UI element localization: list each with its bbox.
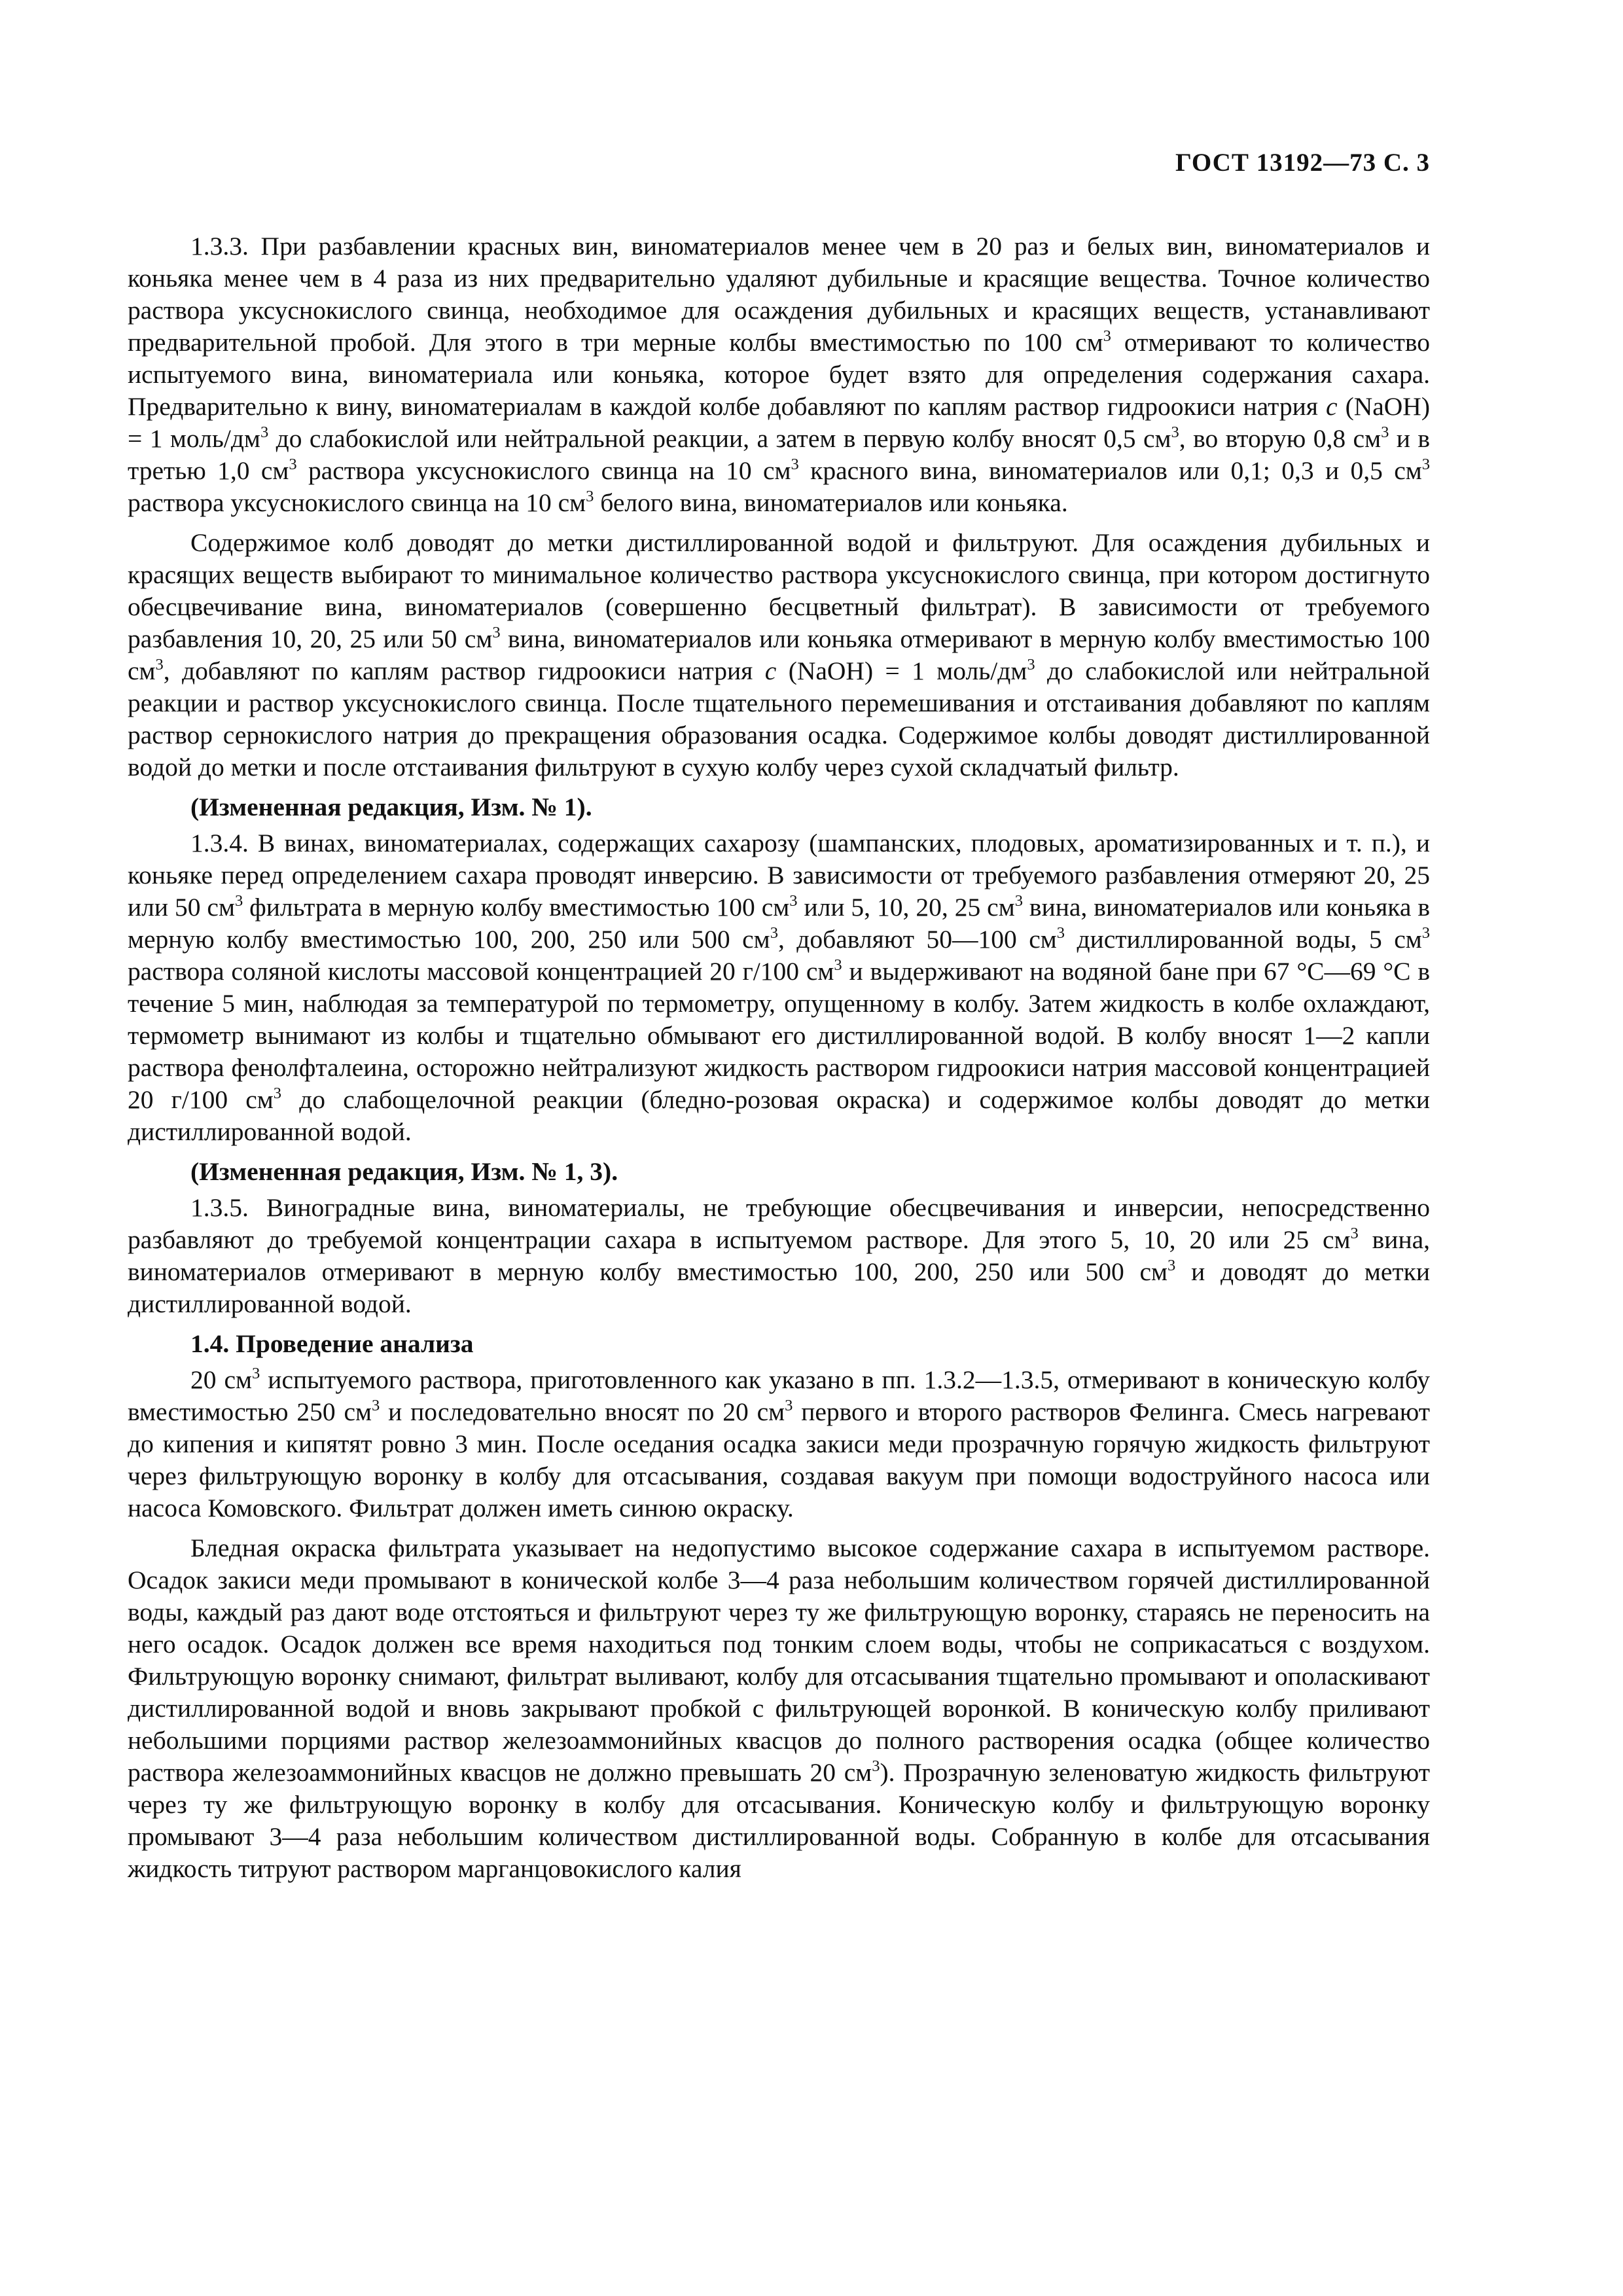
- text-segment: Содержимое колб доводят до метки дистиллированной водой и фильтруют. Для осаждения дубильных и красящих веществ выбирают то минимальное количество раствора уксуснокислого свинца, при котором достигнуто обесцвечивание вина, виноматериалов (совершенно бесцветный фильтрат). В зависимости от требуемого разбавления 10, 20, 25 или 50 см: [128, 528, 1430, 653]
- text-segment: 1.3.4. В винах, виноматериалах, содержащих сахарозу (шампанских, плодовых, ароматизированных и т. п.), и коньяке перед определением сахара проводят инверсию. В зависимости от требуемого разбавления отмеряют 20, 25 или 50 см: [128, 829, 1430, 922]
- text-segment: и доводят до метки дистиллированной водой.: [128, 1257, 1430, 1318]
- paragraph: [128, 1532, 1430, 1885]
- text-segment: раствора соляной кислоты массовой концентрацией 20 г/100 см: [128, 957, 834, 986]
- superscript: 3: [1421, 455, 1430, 473]
- text-segment: (NaOH) = 1 моль/дм: [776, 656, 1027, 685]
- superscript: 3: [586, 487, 594, 505]
- superscript: 3: [155, 655, 164, 673]
- superscript: 3: [1421, 924, 1431, 942]
- section-note: [128, 791, 1430, 823]
- section-note: [128, 1328, 1430, 1360]
- superscript: 3: [872, 1757, 880, 1775]
- text-segment: , добавляют 50—100 см: [777, 925, 1057, 954]
- text-segment: до слабощелочной реакции (бледно-розовая окраска) и содержимое колбы доводят до метки дистиллированной водой.: [128, 1085, 1430, 1146]
- superscript: 3: [1381, 423, 1389, 441]
- paragraph: [128, 1192, 1430, 1320]
- superscript: 3: [234, 891, 243, 910]
- document-body: [128, 230, 1430, 1893]
- text-segment: первого и второго растворов Фелинга. Смесь нагревают до кипения и кипятят ровно 3 мин. После оседания осадка закиси меди прозрачную горячую жидкость фильтруют через фильтрующую воронку в колбу для отсасывания, создавая вакуум при помощи водоструйного насоса или насоса Комовского. Фильтрат должен иметь синюю окраску.: [128, 1397, 1430, 1522]
- text-segment: красного вина, виноматериалов или 0,1; 0,3 и 0,5 см: [798, 456, 1422, 485]
- text-segment: 1.4. Проведение анализа: [190, 1329, 474, 1358]
- superscript: 3: [1056, 924, 1065, 942]
- text-segment: 1.3.5. Виноградные вина, виноматериалы, не требующие обесцвечивания и инверсии, непосредственно разбавляют до требуемой концентрации сахара в испытуемом растворе. Для этого 5, 10, 20 или 25 см: [128, 1193, 1430, 1254]
- superscript: 3: [1350, 1224, 1359, 1242]
- superscript: 3: [791, 455, 799, 473]
- paragraph: [128, 230, 1430, 519]
- italic-symbol: c: [1326, 392, 1338, 421]
- text-segment: или 5, 10, 20, 25 см: [797, 893, 1015, 922]
- superscript: 3: [1171, 423, 1179, 441]
- text-segment: белого вина, виноматериалов или коньяка.: [594, 488, 1068, 517]
- text-segment: и в третью 1,0 см: [128, 424, 1431, 485]
- text-segment: дистиллированной воды, 5 см: [1065, 925, 1422, 954]
- superscript: 3: [1103, 327, 1111, 345]
- text-segment: , добавляют по каплям раствор гидроокиси натрия: [163, 656, 765, 685]
- text-segment: ). Прозрачную зеленоватую жидкость фильтруют через ту же фильтрующую воронку в колбу для отсасывания. Коническую колбу и фильтрующую воронку промывают 3—4 раза небольшим количеством дистиллированной воды. Собранную в колбе для отсасывания жидкость титруют раствором марганцовокислого калия: [128, 1758, 1430, 1883]
- text-segment: (Измененная редакция, Изм. № 1, 3).: [190, 1157, 618, 1186]
- superscript: 3: [785, 1396, 793, 1414]
- text-segment: и последовательно вносят по 20 см: [380, 1397, 785, 1426]
- superscript: 3: [252, 1364, 260, 1382]
- text-segment: испытуемого раствора, приготовленного как указано в пп. 1.3.2—1.3.5, отмеривают в коническую колбу вместимостью 250 см: [128, 1365, 1431, 1426]
- page-header: ГОСТ 13192—73 С. 3: [1175, 149, 1430, 177]
- text-segment: вина, виноматериалов или коньяка отмеривают в мерную колбу вместимостью 100 см: [128, 624, 1430, 685]
- text-segment: вина, виноматериалов отмеривают в мерную колбу вместимостью 100, 200, 250 или 500 см: [128, 1225, 1430, 1286]
- text-segment: раствора уксуснокислого свинца на 10 см: [128, 488, 586, 517]
- text-segment: Бледная окраска фильтрата указывает на недопустимо высокое содержание сахара в испытуемом растворе. Осадок закиси меди промывают в конической колбе 3—4 раза небольшим количеством горячей дистиллированной воды, каждый раз дают воде отстояться и фильтруют через ту же фильтрующую воронку, стараясь не переносить на него осадок. Осадок должен все время находиться под тонким слоем воды, чтобы не соприкасаться с воздухом. Фильтрующую воронку снимают, фильтрат выливают, колбу для отсасывания тщательно промывают и ополаскивают дистиллированной водой и вновь закрывают пробкой с фильтрующей воронкой. В коническую колбу приливают небольшими порциями раствор железоаммонийных квасцов до полного растворения осадка (общее количество раствора железоаммонийных квасцов не должно превышать 20 см: [128, 1534, 1430, 1787]
- italic-symbol: c: [764, 656, 777, 685]
- superscript: 3: [770, 924, 778, 942]
- paragraph: [128, 1364, 1430, 1524]
- text-segment: отмеривают то количество испытуемого вина, виноматериала или коньяка, которое будет взято для определения содержания сахара. Предварительно к вину, виноматериалам в каждой колбе добавляют по каплям раствор гидроокиси натрия: [128, 328, 1431, 421]
- superscript: 3: [1027, 655, 1035, 673]
- section-note: [128, 1156, 1430, 1188]
- text-segment: до слабокислой или нейтральной реакции и раствор уксуснокислого свинца. После тщательного перемешивания и отстаивания добавляют по каплям раствор сернокислого натрия до прекращения образования осадка. Содержимое колбы доводят дистиллированной водой до метки и после отстаивания фильтруют в сухую колбу через сухой складчатый фильтр.: [128, 656, 1431, 781]
- text-segment: раствора уксуснокислого свинца на 10 см: [296, 456, 791, 485]
- text-segment: (Измененная редакция, Изм. № 1).: [190, 793, 592, 821]
- text-segment: фильтрата в мерную колбу вместимостью 100 см: [243, 893, 790, 922]
- paragraph: [128, 527, 1430, 783]
- superscript: 3: [289, 455, 297, 473]
- superscript: 3: [492, 623, 501, 641]
- superscript: 3: [834, 956, 842, 974]
- text-segment: и выдерживают на водяной бане при 67 °С—69 °С в течение 5 мин, наблюдая за температурой по термометру, опущенному в колбу. Затем жидкость в колбе охлаждают, термометр вынимают из колбы и тщательно обмывают его дистиллированной водой. В колбу вносят 1—2 капли раствора фенолфталеина, осторожно нейтрализуют жидкость раствором гидроокиси натрия массовой концентрацией 20 г/100 см: [128, 957, 1430, 1114]
- superscript: 3: [260, 423, 269, 441]
- superscript: 3: [789, 891, 798, 910]
- text-segment: вина, виноматериалов или коньяка в мерную колбу вместимостью 100, 200, 250 или 500 см: [128, 893, 1430, 954]
- superscript: 3: [273, 1084, 282, 1102]
- superscript: 3: [1014, 891, 1023, 910]
- text-segment: 20 см: [190, 1365, 253, 1394]
- superscript: 3: [372, 1396, 380, 1414]
- text-segment: до слабокислой или нейтральной реакции, а затем в первую колбу вносят 0,5 см: [268, 424, 1171, 453]
- text-segment: (NaOH) = 1 моль/дм: [128, 392, 1430, 453]
- superscript: 3: [1168, 1256, 1176, 1274]
- text-segment: , во вторую 0,8 см: [1179, 424, 1382, 453]
- text-segment: 1.3.3. При разбавлении красных вин, виноматериалов менее чем в 20 раз и белых вин, виноматериалов и коньяка менее чем в 4 раза из них предварительно удаляют дубильные и красящие вещества. Точное количество раствора уксуснокислого свинца, необходимое для осаждения дубильных и красящих веществ, устанавливают предварительной пробой. Для этого в три мерные колбы вместимостью по 100 см: [128, 232, 1430, 357]
- paragraph: [128, 827, 1430, 1148]
